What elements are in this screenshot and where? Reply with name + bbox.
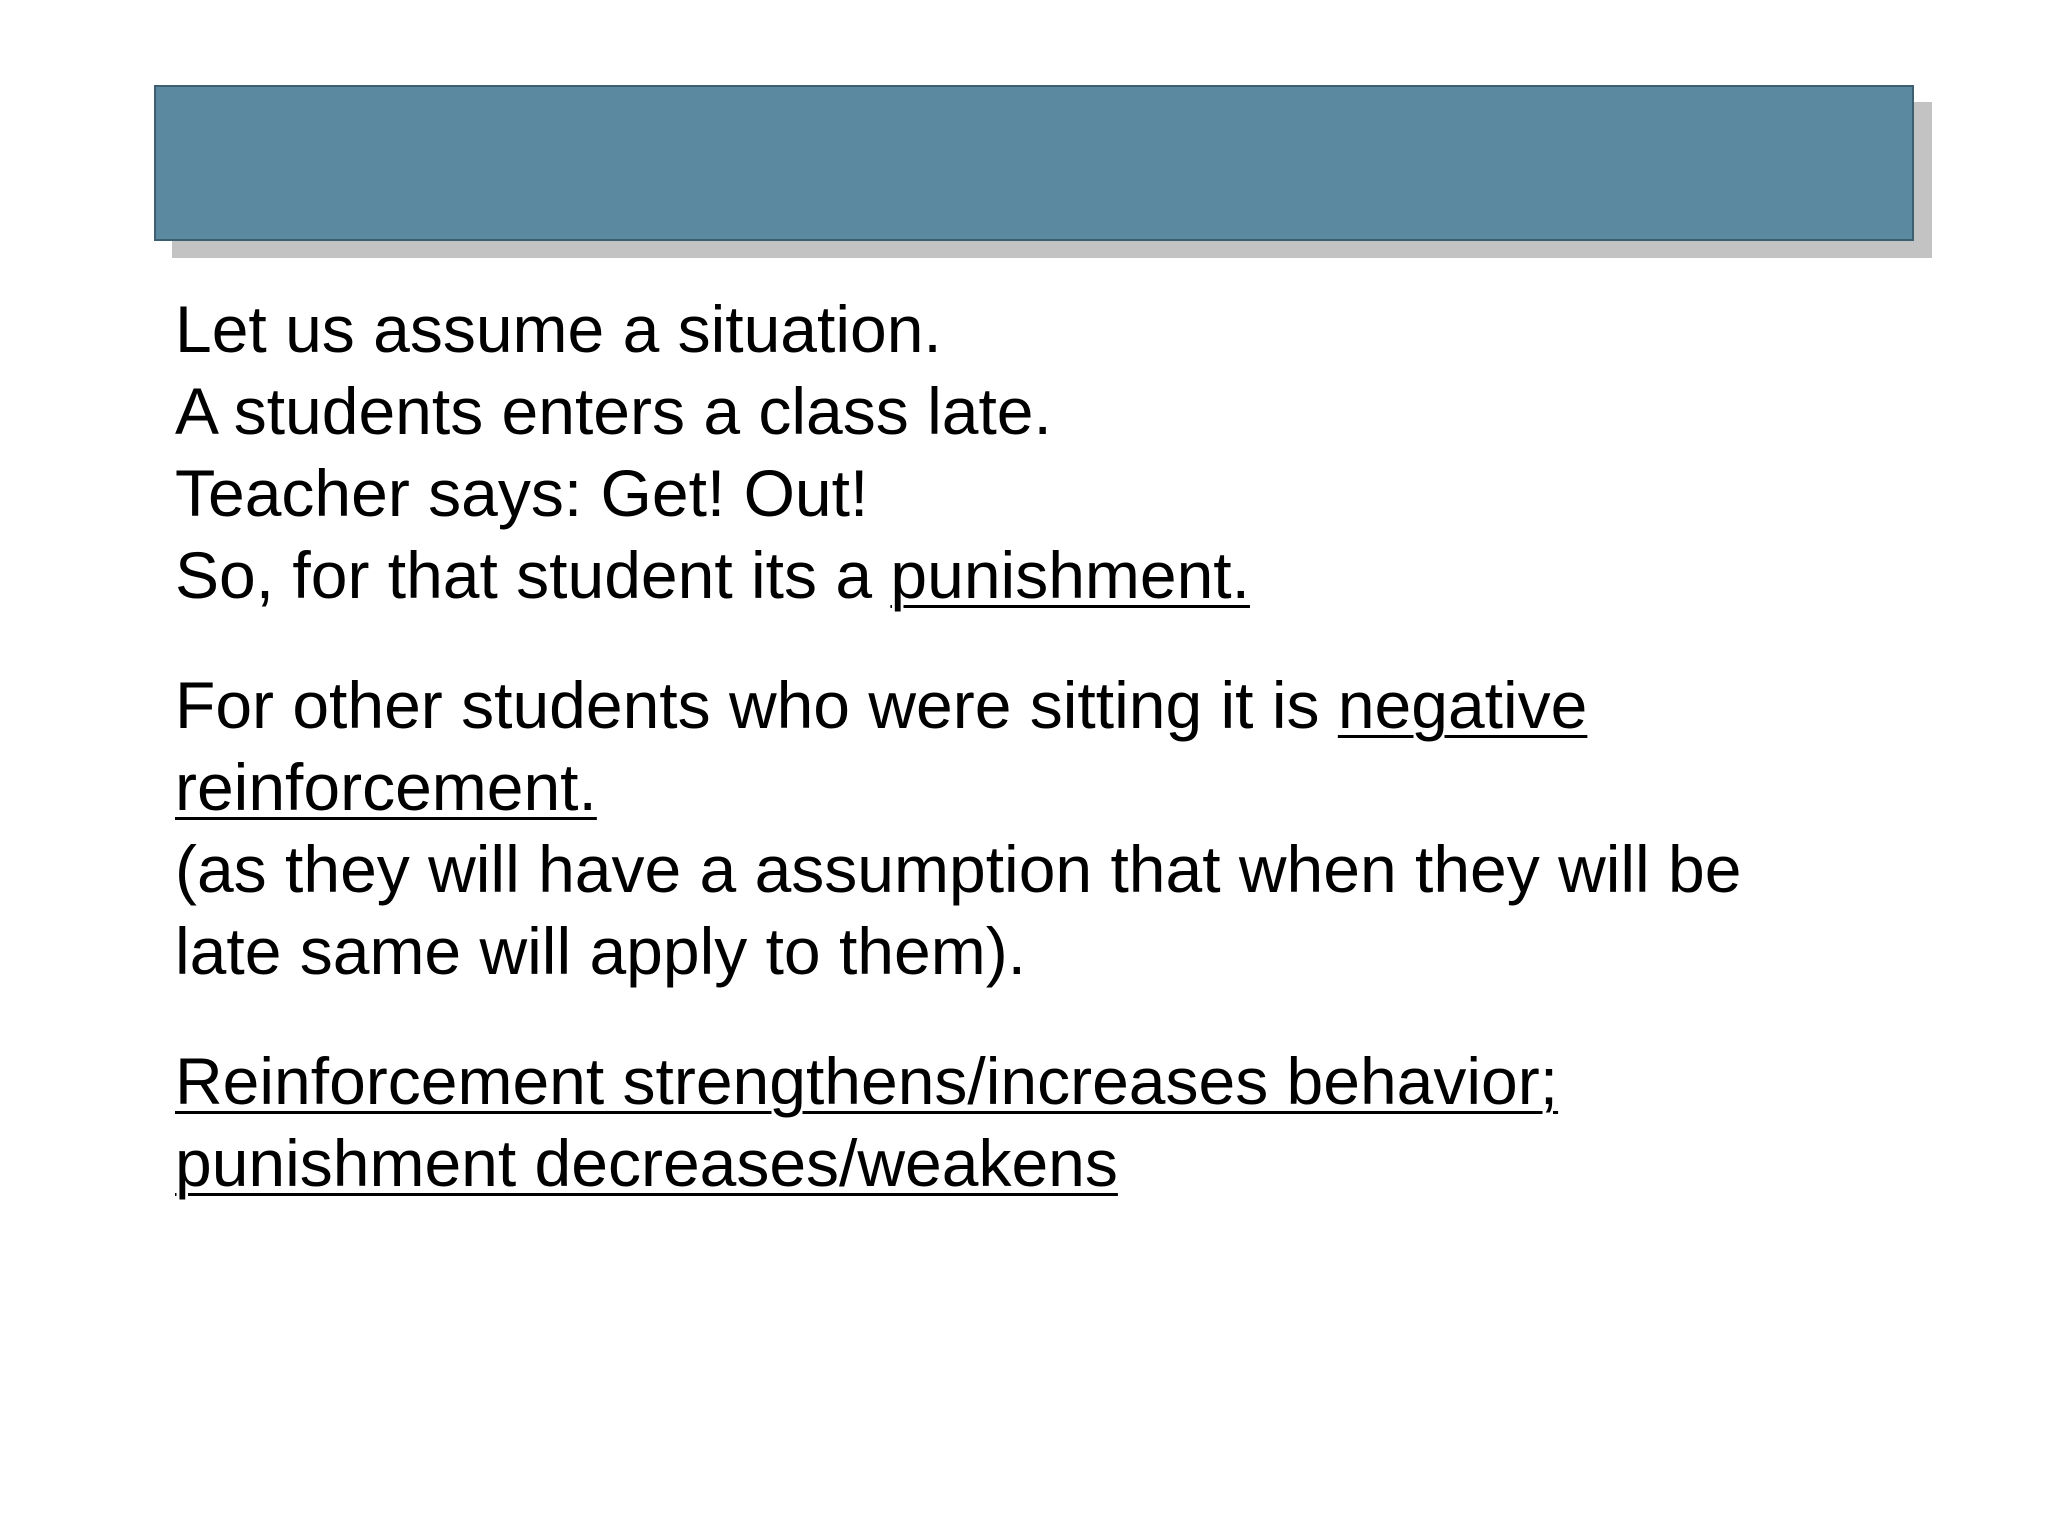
title-band xyxy=(154,85,1914,241)
negative-term: negative xyxy=(1337,668,1588,742)
other-students-line-2 xyxy=(175,746,1875,828)
slide-body xyxy=(175,288,1875,1204)
other-students-line-1 xyxy=(175,664,1875,746)
punishment-term: punishment. xyxy=(890,538,1250,612)
other-students-line-3: (as they will have a assumption that when they will be xyxy=(175,832,1742,906)
summary-line-2-text: punishment decreases/weakens xyxy=(175,1126,1118,1200)
summary-line-1 xyxy=(175,1040,1875,1122)
paragraph-other-students xyxy=(175,664,1875,992)
summary-line-2 xyxy=(175,1122,1875,1204)
summary-line-1-text: Reinforcement strengthens/increases behavior; xyxy=(175,1044,1559,1118)
paragraph-situation xyxy=(175,288,1875,616)
reinforcement-term: reinforcement. xyxy=(175,750,597,824)
situation-line-4-text: So, for that student its a xyxy=(175,538,891,612)
situation-line-2: A students enters a class late. xyxy=(175,374,1052,448)
situation-line-4 xyxy=(175,534,1875,616)
paragraph-summary xyxy=(175,1040,1875,1204)
other-students-line-4: late same will apply to them). xyxy=(175,914,1027,988)
other-students-line-1-text: For other students who were sitting it is xyxy=(175,668,1338,742)
situation-line-1: Let us assume a situation. xyxy=(175,292,942,366)
situation-line-3: Teacher says: Get! Out! xyxy=(175,456,869,530)
